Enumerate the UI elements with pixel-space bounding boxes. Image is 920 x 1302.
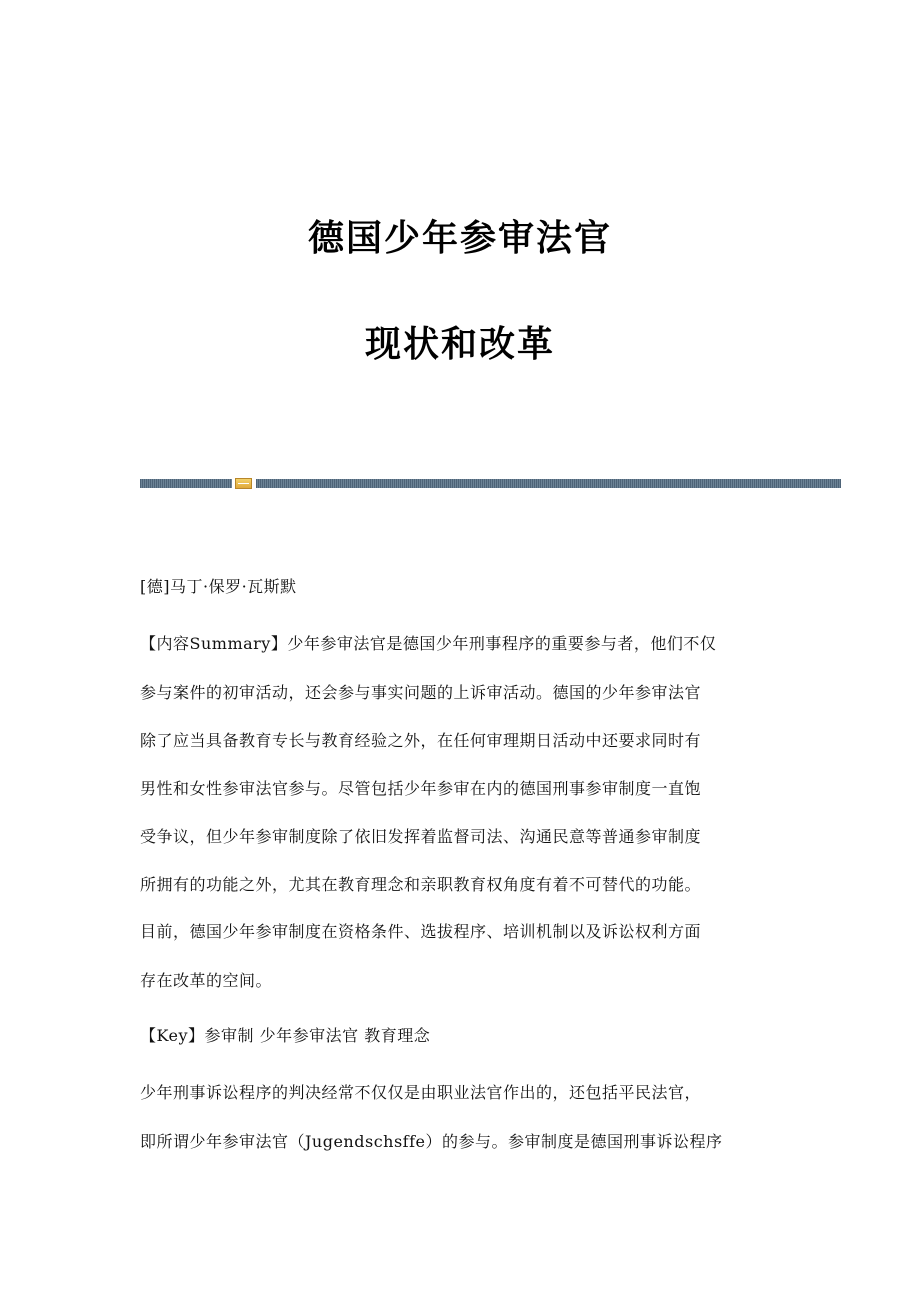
summary-line: 存在改革的空间。 <box>140 971 273 990</box>
summary-line: 除了应当具备教育专长与教育经验之外，在任何审理期日活动中还要求同时有 <box>140 731 702 750</box>
body-line: 即所谓少年参审法官（Jugendschsffe）的参与。参审制度是德国刑事诉讼程序 <box>140 1132 723 1151</box>
keywords-line: 【Key】参审制 少年参审法官 教育理念 <box>140 1026 431 1045</box>
author-line: [德]马丁·保罗·瓦斯默 <box>140 577 297 596</box>
document-title: 德国少年参审法官 <box>307 218 612 259</box>
summary-line: 男性和女性参审法官参与。尽管包括少年参审在内的德国刑事参审制度一直饱 <box>140 779 702 798</box>
summary-line: 参与案件的初审活动，还会参与事实问题的上诉审活动。德国的少年参审法官 <box>140 683 702 702</box>
summary-line: 目前，德国少年参审制度在资格条件、选拔程序、培训机制以及诉讼权利方面 <box>140 922 702 941</box>
body-line: 少年刑事诉讼程序的判决经常不仅仅是由职业法官作出的，还包括平民法官， <box>140 1083 702 1102</box>
summary-line: 所拥有的功能之外，尤其在教育理念和亲职教育权角度有着不可替代的功能。 <box>140 875 702 894</box>
title-divider-right <box>256 479 841 488</box>
summary-line: 【内容Summary】少年参审法官是德国少年刑事程序的重要参与者，他们不仅 <box>140 634 717 653</box>
divider-ornament-icon <box>235 478 252 489</box>
summary-line: 受争议，但少年参审制度除了依旧发挥着监督司法、沟通民意等普通参审制度 <box>140 827 702 846</box>
title-divider-left <box>140 479 232 488</box>
document-subtitle: 现状和改革 <box>364 324 555 365</box>
